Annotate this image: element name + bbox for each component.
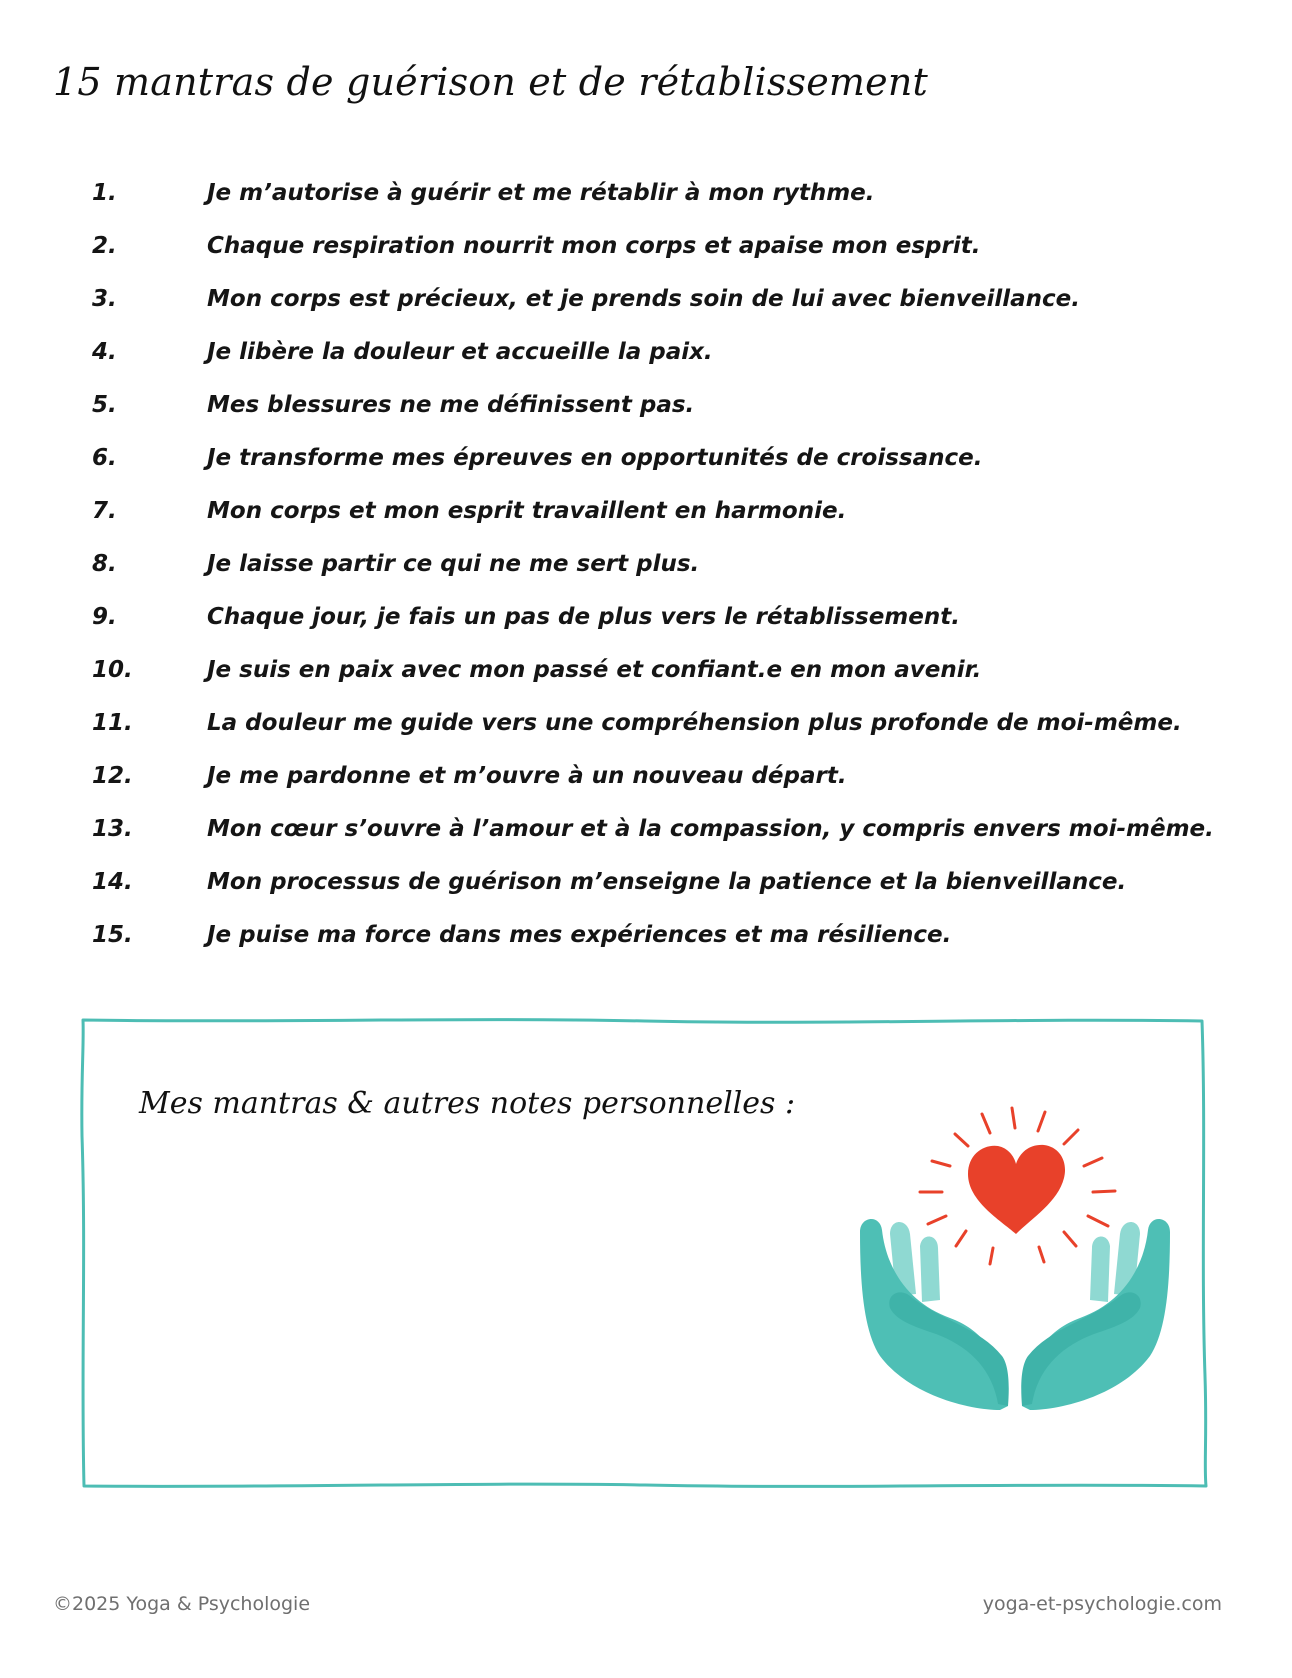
list-item <box>92 219 1214 272</box>
list-item <box>92 908 1214 961</box>
item-text: Je libère la douleur et accueille la paix. <box>207 338 713 365</box>
list-item <box>92 431 1214 484</box>
item-text: Je m’autorise à guérir et me rétablir à mon rythme. <box>207 179 875 206</box>
item-number: 5. <box>92 391 117 418</box>
item-number: 15. <box>92 921 133 948</box>
list-item <box>92 696 1214 749</box>
list-item <box>92 590 1214 643</box>
item-number: 11. <box>92 709 133 736</box>
item-text: Je me pardonne et m’ouvre à un nouveau départ. <box>207 762 847 789</box>
item-number: 14. <box>92 868 133 895</box>
item-text: Mon processus de guérison m’enseigne la patience et la bienveillance. <box>207 868 1127 895</box>
list-item <box>92 272 1214 325</box>
footer-website-link[interactable]: yoga-et-psychologie.com <box>982 1593 1222 1615</box>
item-number: 13. <box>92 815 133 842</box>
page-title: 15 mantras de guérison et de rétablissement <box>53 60 928 104</box>
list-item <box>92 325 1214 378</box>
item-text: Je laisse partir ce qui ne me sert plus. <box>207 550 700 577</box>
footer-copyright: ©2025 Yoga & Psychologie <box>53 1593 311 1615</box>
item-number: 3. <box>92 285 117 312</box>
list-item <box>92 855 1214 908</box>
item-text: Mon cœur s’ouvre à l’amour et à la compassion, y compris envers moi-même. <box>207 815 1214 842</box>
item-text: Mes blessures ne me définissent pas. <box>207 391 695 418</box>
item-text: Chaque respiration nourrit mon corps et apaise mon esprit. <box>207 232 981 259</box>
personal-notes-box <box>80 1016 1210 1491</box>
item-text: La douleur me guide vers une compréhension plus profonde de moi-même. <box>207 709 1182 736</box>
mantra-list <box>92 166 1214 961</box>
list-item <box>92 749 1214 802</box>
item-text: Je transforme mes épreuves en opportunités de croissance. <box>207 444 983 471</box>
item-number: 10. <box>92 656 133 683</box>
list-item <box>92 537 1214 590</box>
item-number: 8. <box>92 550 117 577</box>
list-item <box>92 643 1214 696</box>
item-number: 4. <box>92 338 117 365</box>
item-text: Je suis en paix avec mon passé et confiant.e en mon avenir. <box>207 656 982 683</box>
list-item <box>92 802 1214 855</box>
item-number: 2. <box>92 232 117 259</box>
list-item <box>92 166 1214 219</box>
item-text: Mon corps est précieux, et je prends soin de lui avec bienveillance. <box>207 285 1080 312</box>
list-item <box>92 378 1214 431</box>
item-text: Je puise ma force dans mes expériences et ma résilience. <box>207 921 952 948</box>
item-text: Mon corps et mon esprit travaillent en harmonie. <box>207 497 847 524</box>
item-number: 6. <box>92 444 117 471</box>
item-text: Chaque jour, je fais un pas de plus vers le rétablissement. <box>207 603 960 630</box>
item-number: 9. <box>92 603 117 630</box>
list-item <box>92 484 1214 537</box>
notes-title: Mes mantras & autres notes personnelles : <box>139 1086 796 1121</box>
heart-in-hands-icon <box>850 1106 1180 1426</box>
item-number: 1. <box>92 179 117 206</box>
item-number: 7. <box>92 497 117 524</box>
item-number: 12. <box>92 762 133 789</box>
